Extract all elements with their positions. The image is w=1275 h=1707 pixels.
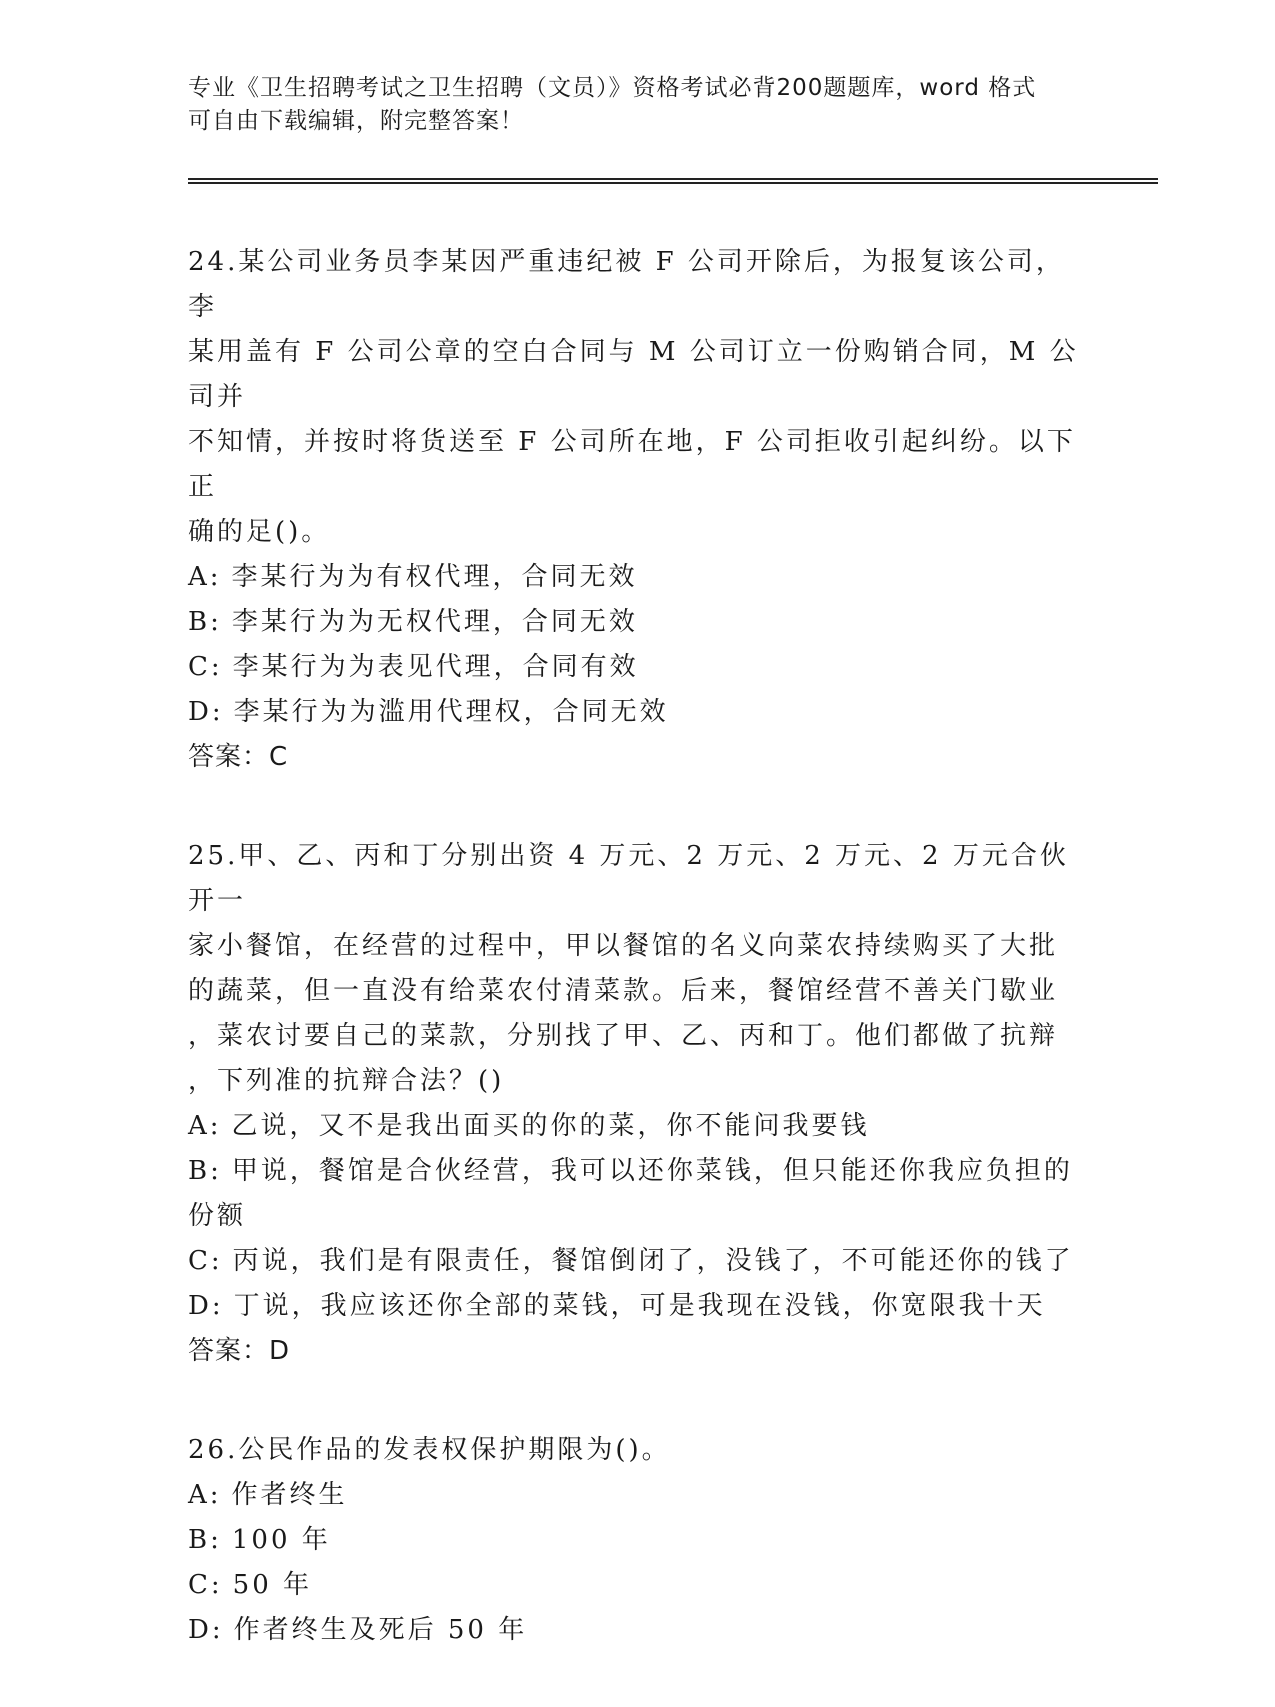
option-d: [188, 690, 1088, 735]
option-label: B:: [188, 1156, 222, 1186]
option-d: [188, 1608, 1088, 1653]
option-b: [188, 1518, 1088, 1563]
option-text: 乙说，又不是我出面买的你的菜，你不能问我要钱: [231, 1111, 870, 1141]
answer-line: 答案：C: [188, 742, 289, 772]
option-text: 丁说，我应该还你全部的菜钱，可是我现在没钱，你宽限我十天: [233, 1291, 1046, 1321]
option-b: [188, 1149, 1088, 1194]
option-text: 甲说，餐馆是合伙经营，我可以还你菜钱，但只能还你我应负担的: [231, 1156, 1073, 1186]
option-label: D:: [188, 697, 224, 727]
question-stem-line: 25.甲、乙、丙和丁分别出资 4 万元、2 万元、2 万元、2 万元合伙开一: [188, 841, 1069, 916]
option-text: 作者终生及死后 50 年: [233, 1615, 528, 1645]
option-label: C:: [188, 1246, 223, 1276]
option-label: D:: [188, 1291, 224, 1321]
option-d: [188, 1284, 1088, 1329]
option-b: [188, 600, 1088, 645]
question-stem-line: 不知情，并按时将货送至 F 公司所在地，F 公司拒收引起纠纷。以下正: [188, 427, 1076, 502]
option-text: 作者终生: [231, 1480, 348, 1510]
option-label: C:: [188, 652, 223, 682]
option-label: C:: [188, 1570, 223, 1600]
option-b-continuation: 份额: [188, 1201, 247, 1231]
question-list: [188, 240, 1088, 1707]
option-text: 李某行为为表见代理，合同有效: [232, 652, 639, 682]
option-c: [188, 645, 1088, 690]
option-text: 丙说，我们是有限责任，餐馆倒闭了，没钱了，不可能还你的钱了: [232, 1246, 1074, 1276]
question-stem-line: 确的足()。: [188, 517, 331, 547]
option-text: 李某行为为滥用代理权，合同无效: [233, 697, 669, 727]
option-label: A:: [188, 1480, 222, 1510]
option-label: B:: [188, 607, 222, 637]
header-line-2: 可自由下载编辑，附完整答案！: [188, 108, 524, 134]
option-label: A:: [188, 1111, 222, 1141]
option-a: [188, 1104, 1088, 1149]
question-stem-line: ，菜农讨要自己的菜款，分别找了甲、乙、丙和丁。他们都做了抗辩: [188, 1021, 1059, 1051]
option-text: 李某行为为有权代理，合同无效: [231, 562, 638, 592]
answer-line: 答案：D: [188, 1336, 291, 1366]
option-label: D:: [188, 1615, 224, 1645]
question-stem-line: 某用盖有 F 公司公章的空白合同与 M 公司订立一份购销合同，M 公司并: [188, 337, 1079, 412]
question-stem-line: 家小餐馆，在经营的过程中，甲以餐馆的名义向菜农持续购买了大批: [188, 931, 1059, 961]
question-stem-line: 24.某公司业务员李某因严重违纪被 F 公司开除后，为报复该公司，李: [188, 247, 1065, 322]
question-24: [188, 240, 1088, 780]
option-label: A:: [188, 562, 222, 592]
question-stem-line: 26.公民作品的发表权保护期限为()。: [188, 1435, 671, 1465]
option-text: 50 年: [232, 1570, 313, 1600]
option-text: 100 年: [231, 1525, 331, 1555]
option-c: [188, 1563, 1088, 1608]
option-c: [188, 1239, 1088, 1284]
question-25: [188, 834, 1088, 1374]
option-a: [188, 1473, 1088, 1518]
option-a: [188, 555, 1088, 600]
header-divider: [188, 178, 1158, 184]
option-text: 李某行为为无权代理，合同无效: [231, 607, 638, 637]
document-header: [188, 72, 1088, 138]
question-26: [188, 1428, 1088, 1653]
option-label: B:: [188, 1525, 222, 1555]
question-stem-line: 的蔬菜，但一直没有给菜农付清菜款。后来，餐馆经营不善关门歇业: [188, 976, 1059, 1006]
question-stem-line: ，下列准的抗辩合法？(): [188, 1066, 505, 1096]
header-line-1: 专业《卫生招聘考试之卫生招聘（文员）》资格考试必背200题题库，word 格式: [188, 75, 1037, 101]
